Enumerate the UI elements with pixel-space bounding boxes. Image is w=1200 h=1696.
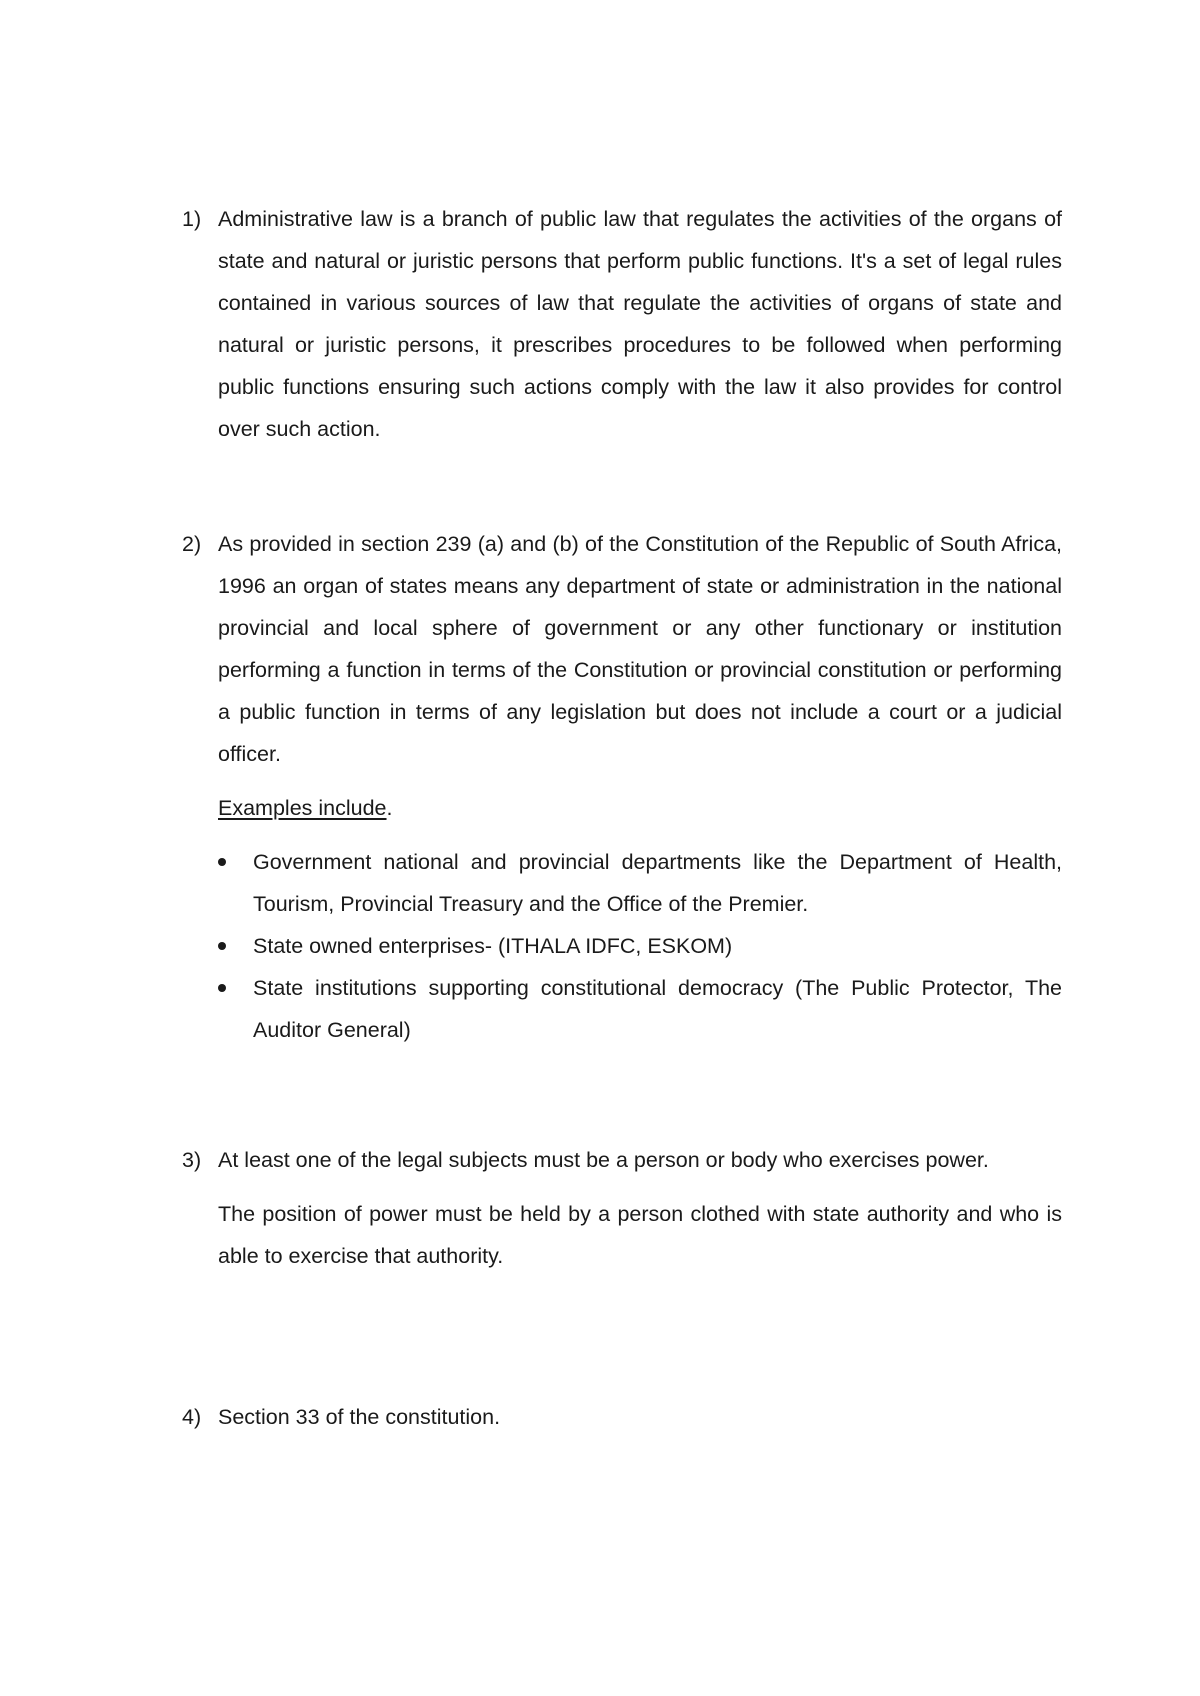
examples-list [218,841,1062,1051]
bullet-text: Government national and provincial departments like the Department of Health, Tourism, Provincial Treasury and the Office of the Premier. [253,850,1062,916]
item-body [218,523,1062,1051]
examples-heading-text: Examples include [218,796,387,820]
bullet-text: State institutions supporting constitutional democracy (The Public Protector, The Auditor General) [253,976,1062,1042]
bullet-item [218,925,1062,967]
item-number: 2) [182,532,202,556]
bullet-text: State owned enterprises- (ITHALA IDFC, ESKOM) [253,934,733,958]
examples-heading [218,787,1062,829]
item-body [218,1396,1062,1438]
paragraph: The position of power must be held by a person clothed with state authority and who is able to exercise that authority. [218,1202,1062,1268]
list-item-2 [182,523,1062,1051]
bullet-dot-icon [218,942,226,950]
item-number: 3) [182,1148,202,1172]
examples-heading-suffix: . [386,796,393,820]
paragraph: As provided in section 239 (a) and (b) of the Constitution of the Republic of South Africa, 1996 an organ of states means any department of state or administration in the national provincial and local sphere of government or any other functionary or institution performing a function in terms of the Constitution or provincial constitution or performing a public function in terms of any legislation but does not include a court or a judicial officer. [218,532,1062,766]
item-number: 1) [182,207,202,231]
item-body [218,1139,1062,1277]
paragraph: At least one of the legal subjects must be a person or body who exercises power. [218,1148,989,1172]
bullet-dot-icon [218,858,226,866]
bullet-dot-icon [218,984,226,992]
bullet-item [218,967,1062,1051]
list-item-1 [182,198,1062,450]
item-body [218,198,1062,450]
bullet-item [218,841,1062,925]
paragraph: Administrative law is a branch of public law that regulates the activities of the organs of state and natural or juristic persons that perform public functions. It's a set of legal rules contained in various sources of law that regulate the activities of organs of state and natural or juristic persons, it prescribes procedures to be followed when performing public functions ensuring such actions comply with the law it also provides for control over such action. [218,207,1062,441]
list-item-4 [182,1396,1062,1438]
paragraph: Section 33 of the constitution. [218,1405,501,1429]
item-number: 4) [182,1405,202,1429]
list-item-3 [182,1139,1062,1277]
